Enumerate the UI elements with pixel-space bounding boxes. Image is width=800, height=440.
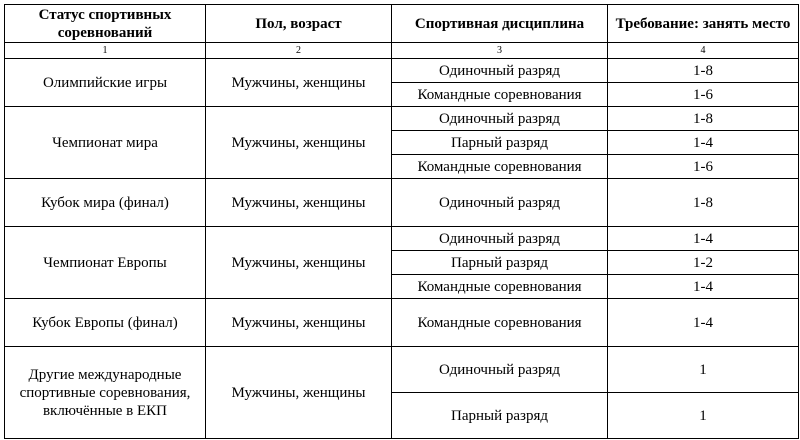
discipline-cell: Командные соревнования xyxy=(392,83,608,107)
gender-cell: Мужчины, женщины xyxy=(206,179,392,227)
place-cell: 1-6 xyxy=(608,155,799,179)
table-row xyxy=(5,59,799,83)
place-cell: 1 xyxy=(608,393,799,439)
column-number: 3 xyxy=(392,43,608,59)
header-gender-age: Пол, возраст xyxy=(206,5,392,43)
discipline-cell: Парный разряд xyxy=(392,131,608,155)
status-cell: Чемпионат мира xyxy=(5,107,206,179)
column-number: 4 xyxy=(608,43,799,59)
header-status: Статус спортивных соревнований xyxy=(5,5,206,43)
header-row xyxy=(5,5,799,43)
gender-cell: Мужчины, женщины xyxy=(206,299,392,347)
place-cell: 1-2 xyxy=(608,251,799,275)
discipline-cell: Парный разряд xyxy=(392,251,608,275)
column-number: 2 xyxy=(206,43,392,59)
status-cell: Другие международные спортивные соревнования, включённые в ЕКП xyxy=(5,347,206,439)
column-number: 1 xyxy=(5,43,206,59)
place-cell: 1-4 xyxy=(608,227,799,251)
discipline-cell: Парный разряд xyxy=(392,393,608,439)
place-cell: 1-8 xyxy=(608,59,799,83)
place-cell: 1-6 xyxy=(608,83,799,107)
table-row xyxy=(5,179,799,227)
table-row xyxy=(5,299,799,347)
discipline-cell: Одиночный разряд xyxy=(392,179,608,227)
status-cell: Кубок Европы (финал) xyxy=(5,299,206,347)
discipline-cell: Одиночный разряд xyxy=(392,107,608,131)
header-discipline: Спортивная дисциплина xyxy=(392,5,608,43)
discipline-cell: Командные соревнования xyxy=(392,275,608,299)
status-cell: Олимпийские игры xyxy=(5,59,206,107)
place-cell: 1-8 xyxy=(608,179,799,227)
place-cell: 1-4 xyxy=(608,131,799,155)
table-row xyxy=(5,107,799,131)
discipline-cell: Командные соревнования xyxy=(392,299,608,347)
discipline-cell: Командные соревнования xyxy=(392,155,608,179)
gender-cell: Мужчины, женщины xyxy=(206,347,392,439)
table-row xyxy=(5,347,799,393)
table-row xyxy=(5,227,799,251)
discipline-cell: Одиночный разряд xyxy=(392,347,608,393)
gender-cell: Мужчины, женщины xyxy=(206,107,392,179)
gender-cell: Мужчины, женщины xyxy=(206,59,392,107)
header-place-requirement: Требование: занять место xyxy=(608,5,799,43)
discipline-cell: Одиночный разряд xyxy=(392,59,608,83)
gender-cell: Мужчины, женщины xyxy=(206,227,392,299)
place-cell: 1-4 xyxy=(608,275,799,299)
place-cell: 1-4 xyxy=(608,299,799,347)
competition-requirements-table xyxy=(4,4,799,439)
column-number-row xyxy=(5,43,799,59)
place-cell: 1 xyxy=(608,347,799,393)
status-cell: Чемпионат Европы xyxy=(5,227,206,299)
status-cell: Кубок мира (финал) xyxy=(5,179,206,227)
place-cell: 1-8 xyxy=(608,107,799,131)
discipline-cell: Одиночный разряд xyxy=(392,227,608,251)
